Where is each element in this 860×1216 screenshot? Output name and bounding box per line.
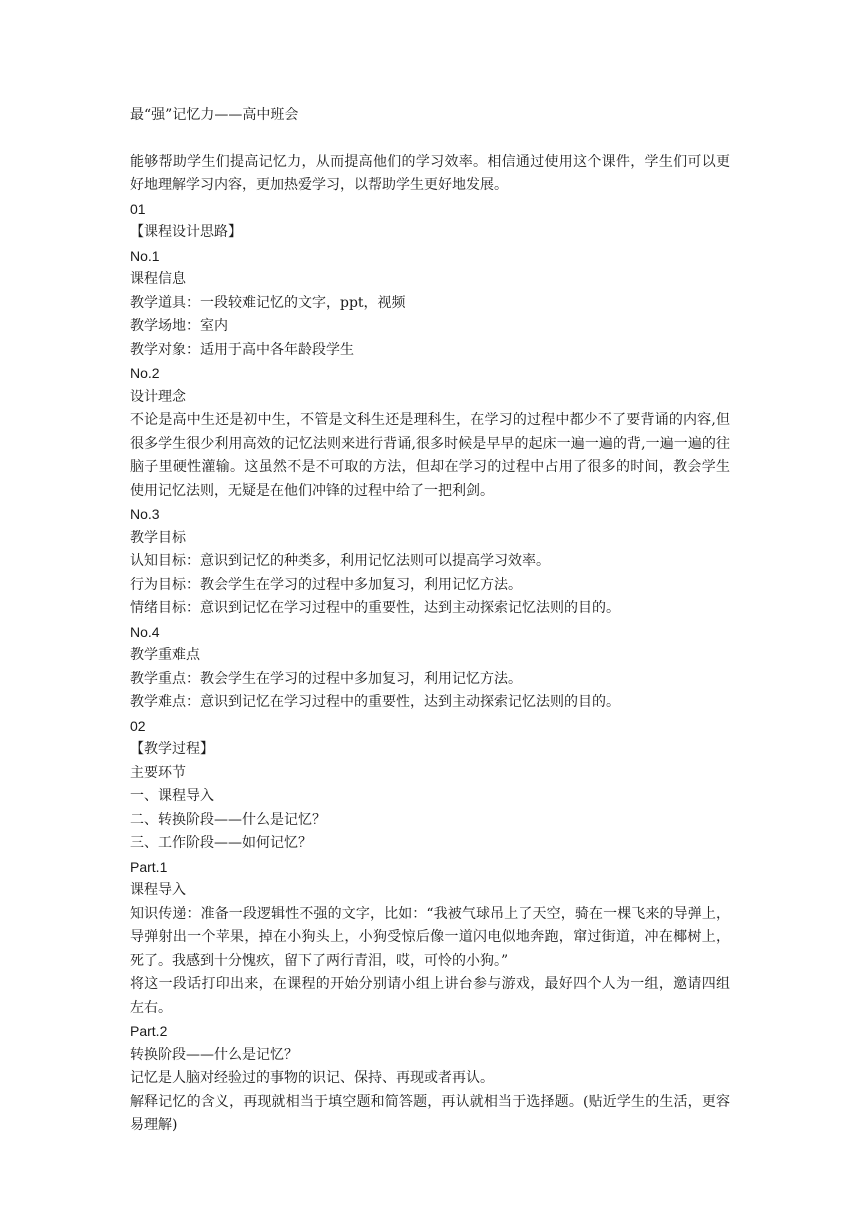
text-line: 三、工作阶段——如何记忆？ — [130, 835, 312, 851]
text-line: 设计理念 — [130, 388, 186, 405]
text-line: 【课程设计思路】 — [130, 224, 242, 240]
text-line: 情绪目标：意识到记忆在学习过程中的重要性，达到主动探索记忆法则的目的。 — [130, 600, 620, 616]
text-line: Part.2 — [130, 1023, 168, 1039]
paragraph: 知识传递：准备一段逻辑性不强的文字，比如：“我被气球吊上了天空，骑在一棵飞来的导弹上，导弹射出一个苹果，掉在小狗头上，小狗受惊后像一道闪电似地奔跑，窜过街道，冲在椰树上，死了。我感到十分愧疚，留下了两行青泪，哎，可怜的小狗。” — [130, 905, 730, 969]
text-line: 认知目标：意识到记忆的种类多，利用记忆法则可以提高学习效率。 — [130, 553, 550, 569]
text-line: Part.1 — [130, 858, 168, 875]
document-body — [130, 151, 730, 1138]
document-page — [130, 104, 730, 1138]
paragraph: 能够帮助学生们提高记忆力，从而提高他们的学习效率。相信通过使用这个课件，学生们可以更好地理解学习内容，更加热爱学习，以帮助学生更好地发展。 — [130, 153, 730, 193]
text-line: No.1 — [130, 247, 160, 264]
text-line: 教学道具：一段较难记忆的文字，ppt，视频 — [130, 294, 406, 311]
paragraph: 不论是高中生还是初中生，不管是文科生还是理科生，在学习的过程中都少不了要背诵的内容,但很多学生很少利用高效的记忆法则来进行背诵,很多时候是早早的起床一遍一遍的背,一遍一遍的往脑子里硬性灌输。这虽然不是不可取的方法，但却在学习的过程中占用了很多的时间，教会学生使用记忆法则，无疑是在他们冲锋的过程中给了一把利剑。 — [130, 412, 730, 499]
text-line: 主要环节 — [130, 764, 186, 781]
paragraph: 将这一段话打印出来，在课程的开始分别请小组上讲台参与游戏，最好四个人为一组，邀请四组左右。 — [130, 976, 730, 1016]
text-line: No.3 — [130, 506, 160, 522]
text-line: 转换阶段——什么是记忆？ — [130, 1046, 298, 1063]
text-line: 教学目标 — [130, 529, 186, 546]
paragraph: 解释记忆的含义，再现就相当于填空题和简答题，再认就相当于选择题。(贴近学生的生活，更容易理解) — [130, 1093, 730, 1133]
text-line: No.4 — [130, 623, 160, 640]
text-line: 记忆是人脑对经验过的事物的识记、保持、再现或者再认。 — [130, 1070, 494, 1086]
text-line: 01 — [130, 200, 146, 217]
text-line: 二、转换阶段——什么是记忆？ — [130, 811, 326, 828]
text-line: No.2 — [130, 365, 160, 381]
text-line: 教学重难点 — [130, 647, 200, 663]
document-title: 最“强”记忆力——高中班会 — [130, 107, 299, 123]
text-line: 教学难点：意识到记忆在学习过程中的重要性，达到主动探索记忆法则的目的。 — [130, 694, 620, 710]
text-line: 教学重点：教会学生在学习的过程中多加复习，利用记忆方法。 — [130, 670, 522, 687]
text-line: 教学场地：室内 — [130, 318, 228, 334]
text-line: 【教学过程】 — [130, 741, 214, 757]
text-line: 02 — [130, 717, 146, 734]
text-line: 课程导入 — [130, 882, 186, 898]
text-line: 一、课程导入 — [130, 788, 214, 804]
text-line: 行为目标：教会学生在学习的过程中多加复习，利用记忆方法。 — [130, 576, 522, 593]
text-line: 课程信息 — [130, 271, 186, 287]
text-line: 教学对象：适用于高中各年龄段学生 — [130, 341, 354, 358]
